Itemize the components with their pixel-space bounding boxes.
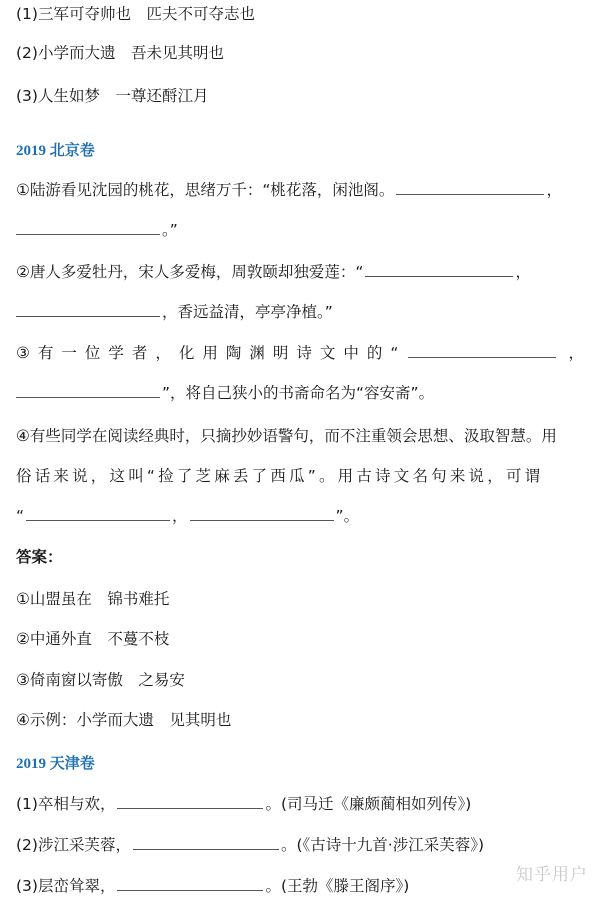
answer-1: ①山盟虽在 锦书难托 bbox=[16, 590, 170, 608]
answer-text: 三军可夺帅也 匹夫不可夺志也 bbox=[37, 5, 255, 23]
label: (2) bbox=[16, 44, 38, 62]
source-citation: 。(《古诗十九首·涉江采芙蓉》) bbox=[280, 836, 484, 854]
answer-blank bbox=[16, 220, 160, 235]
answer-blank bbox=[408, 343, 556, 358]
tianjin-q3 bbox=[16, 876, 409, 896]
answer-text: 人生如梦 一尊还酹江月 bbox=[37, 87, 209, 105]
answers-heading: 答案： bbox=[16, 548, 63, 566]
question-text: ①陆游看见沈园的桃花，思绪万千：“桃花落，闲池阁。 bbox=[16, 181, 395, 199]
punct: ， bbox=[568, 344, 584, 362]
question-text: 俗话来说，这叫“捡了芝麻丢了西瓜”。用古诗文名句来说，可谓 bbox=[16, 467, 544, 485]
beijing-q4-line3 bbox=[16, 506, 359, 526]
prev-answer-3 bbox=[16, 86, 208, 106]
question-text: ④有些同学在阅读经典时，只摘抄妙语警句，而不注重领会思想、汲取智慧。用 bbox=[16, 427, 557, 445]
question-text: (3)层峦耸翠， bbox=[16, 877, 116, 895]
prev-answer-2 bbox=[16, 43, 224, 63]
beijing-q1-line2 bbox=[16, 220, 178, 240]
section-heading-tianjin: 2019 天津卷 bbox=[16, 756, 95, 772]
tianjin-q1 bbox=[16, 794, 471, 814]
section-heading-beijing: 2019 北京卷 bbox=[16, 143, 95, 159]
answer-blank bbox=[396, 180, 544, 195]
beijing-q4-line2 bbox=[16, 466, 543, 486]
punct: 。” bbox=[162, 221, 178, 239]
beijing-q3-line1 bbox=[16, 343, 584, 363]
beijing-q4-line1 bbox=[16, 426, 557, 446]
beijing-q3-line2 bbox=[16, 383, 434, 403]
answer-text: 小学而大遗 吾未见其明也 bbox=[37, 44, 224, 62]
answer-blank bbox=[26, 506, 170, 521]
question-text: ③有一位学者，化用陶渊明诗文中的“ bbox=[16, 344, 407, 362]
punct: ”。 bbox=[335, 507, 360, 525]
source-citation: 。(司马迁《廉颇蔺相如列传》) bbox=[265, 795, 472, 813]
question-text: ”，将自己狭小的书斋命名为“容安斋”。 bbox=[162, 384, 435, 402]
watermark: 知乎用户 bbox=[516, 865, 588, 885]
answer-blank bbox=[16, 302, 160, 317]
answer-4: ④示例：小学而大遗 见其明也 bbox=[16, 711, 232, 729]
question-text: ②唐人多爱牡丹，宋人多爱梅，周敦颐却独爱莲：“ bbox=[16, 263, 364, 281]
question-text: ，香远益清，亭亭净植。” bbox=[162, 303, 333, 321]
tianjin-q2 bbox=[16, 835, 484, 855]
punct: ， bbox=[515, 263, 531, 281]
answer-blank bbox=[16, 383, 160, 398]
answer-3: ③倚南窗以寄傲 之易安 bbox=[16, 671, 185, 689]
prev-answer-1 bbox=[16, 4, 255, 24]
beijing-q1-line1 bbox=[16, 180, 562, 200]
punct: “ bbox=[16, 507, 25, 525]
question-text: (1)卒相与欢， bbox=[16, 795, 116, 813]
answer-blank bbox=[133, 835, 279, 850]
beijing-q2-line2 bbox=[16, 302, 333, 322]
punct: ， bbox=[172, 507, 188, 525]
answer-blank bbox=[190, 506, 334, 521]
answer-blank bbox=[365, 262, 513, 277]
label: (3) bbox=[16, 87, 38, 105]
punct: ， bbox=[546, 181, 562, 199]
question-text: (2)涉江采芙蓉， bbox=[16, 836, 131, 854]
label: (1) bbox=[16, 5, 38, 23]
answer-blank bbox=[117, 876, 263, 891]
answer-blank bbox=[117, 794, 263, 809]
source-citation: 。(王勃《滕王阁序》) bbox=[265, 877, 410, 895]
answer-2: ②中通外直 不蔓不枝 bbox=[16, 630, 170, 648]
beijing-q2-line1 bbox=[16, 262, 531, 282]
